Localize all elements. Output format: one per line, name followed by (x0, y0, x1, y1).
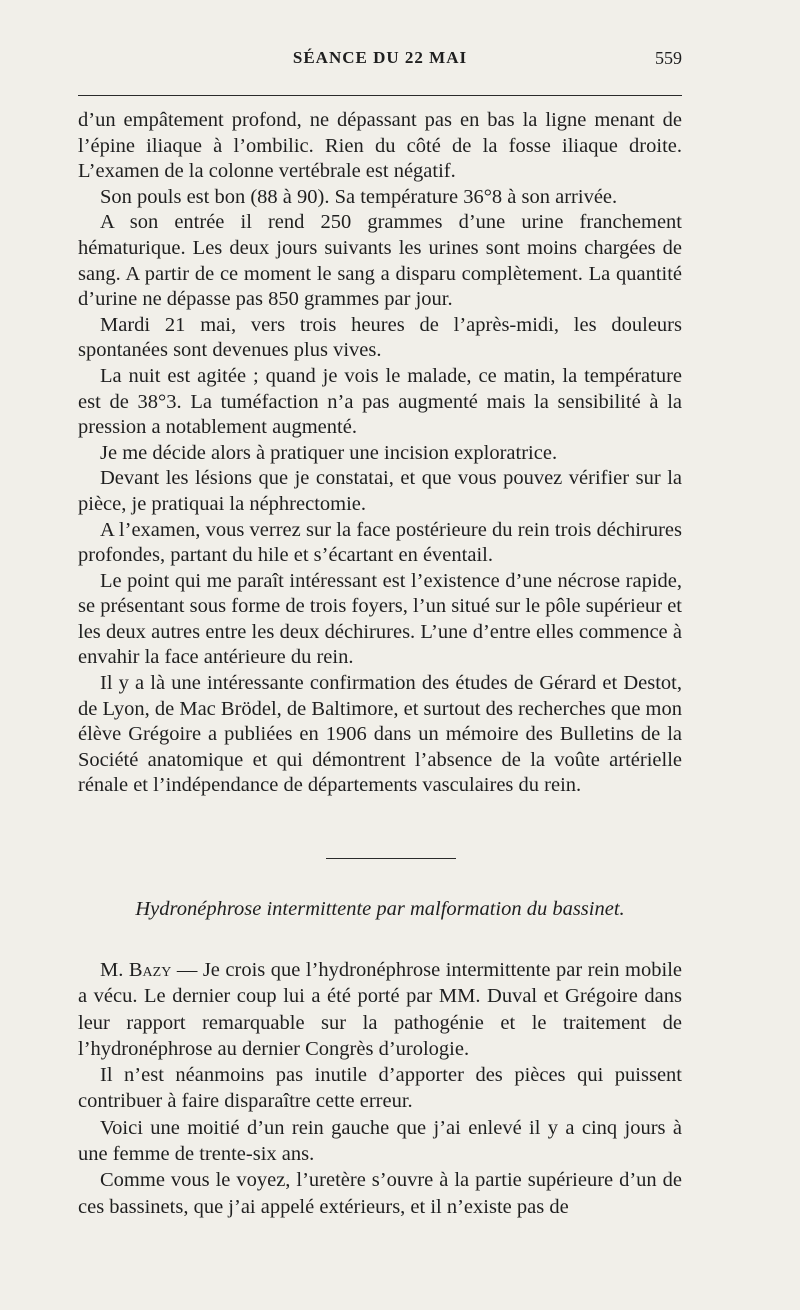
speaker-name: M. Bazy (100, 959, 172, 981)
body-text-bottom (78, 957, 682, 1220)
section-separator (326, 858, 456, 859)
paragraph: Voici une moitié d’un rein gauche que j’ai enlevé il y a cinq jours à une femme de trente-six ans. (78, 1116, 682, 1166)
paragraph: Le point qui me paraît intéressant est l’existence d’une nécrose rapide, se présentant sous forme de trois foyers, l’un situé sur le pôle supérieur et les deux autres entre les deux déchirures. L’une d’entre elles commence à envahir la face antérieure du rein. (78, 569, 682, 669)
header-rule (78, 95, 682, 96)
running-header (78, 48, 682, 78)
paragraph: A l’examen, vous verrez sur la face postérieure du rein trois déchirures profondes, partant du hile et s’écartant en éventail. (78, 518, 682, 567)
speaker-dash: — (171, 959, 203, 981)
paragraph: d’un empâtement profond, ne dépassant pas en bas la ligne menant de l’épine iliaque à l’ombilic. Rien du côté de la fosse iliaque droite. L’examen de la colonne vertébrale est négatif. (78, 109, 682, 183)
paragraph-text: Je crois que l’hydronéphrose intermittente par rein mobile a vécu. Le dernier coup lui a été porté par MM. Duval et Grégoire dans leur rapport remarquable sur la pathogénie et le traitement de l’hydronéphrose au dernier Congrès d’urologie. (78, 959, 682, 1060)
paragraph: La nuit est agitée ; quand je vois le malade, ce matin, la température est de 38°3. La tuméfaction n’a pas augmenté mais la sensibilité à la pression a notablement augmenté. (78, 364, 682, 439)
body-text-top (78, 108, 682, 799)
paragraph: Mardi 21 mai, vers trois heures de l’après-midi, les douleurs spontanées sont devenues plus vives. (78, 313, 682, 362)
header-title: SÉANCE DU 22 MAI (292, 48, 468, 67)
paragraph: Son pouls est bon (88 à 90). Sa température 36°8 à son arrivée. (100, 185, 618, 208)
paragraph: Il n’est néanmoins pas inutile d’apporter des pièces qui puissent contribuer à faire disparaître cette erreur. (78, 1064, 682, 1113)
paragraph: A son entrée il rend 250 grammes d’une urine franchement hématurique. Les deux jours suivants les urines sont moins chargées de sang. A partir de ce moment le sang a disparu complètement. La quantité d’urine ne dépasse pas 850 grammes par jour. (78, 211, 682, 311)
section-title: Hydronéphrose intermittente par malformation du bassinet. (135, 898, 625, 920)
paragraph: Comme vous le voyez, l’uretère s’ouvre à la partie supérieure d’un de ces bassinets, que j’ai appelé extérieurs, et il n’existe pas de (78, 1169, 682, 1218)
paragraph: Il y a là une intéressante confirmation des études de Gérard et Destot, de Lyon, de Mac Brödel, de Baltimore, et surtout des recherches que mon élève Grégoire a publiées en 1906 dans un mémoire des Bulletins de la Société anatomique et qui démontrent l’absence de la voûte artérielle rénale et l’indépendance de départements vasculaires du rein. (78, 672, 682, 797)
paragraph: Je me décide alors à pratiquer une incision exploratrice. (100, 441, 558, 464)
paragraph (78, 957, 682, 1062)
paragraph: Devant les lésions que je constatai, et que vous pouvez vérifier sur la pièce, je pratiquai la néphrectomie. (78, 467, 682, 515)
page-number: 559 (655, 48, 682, 68)
